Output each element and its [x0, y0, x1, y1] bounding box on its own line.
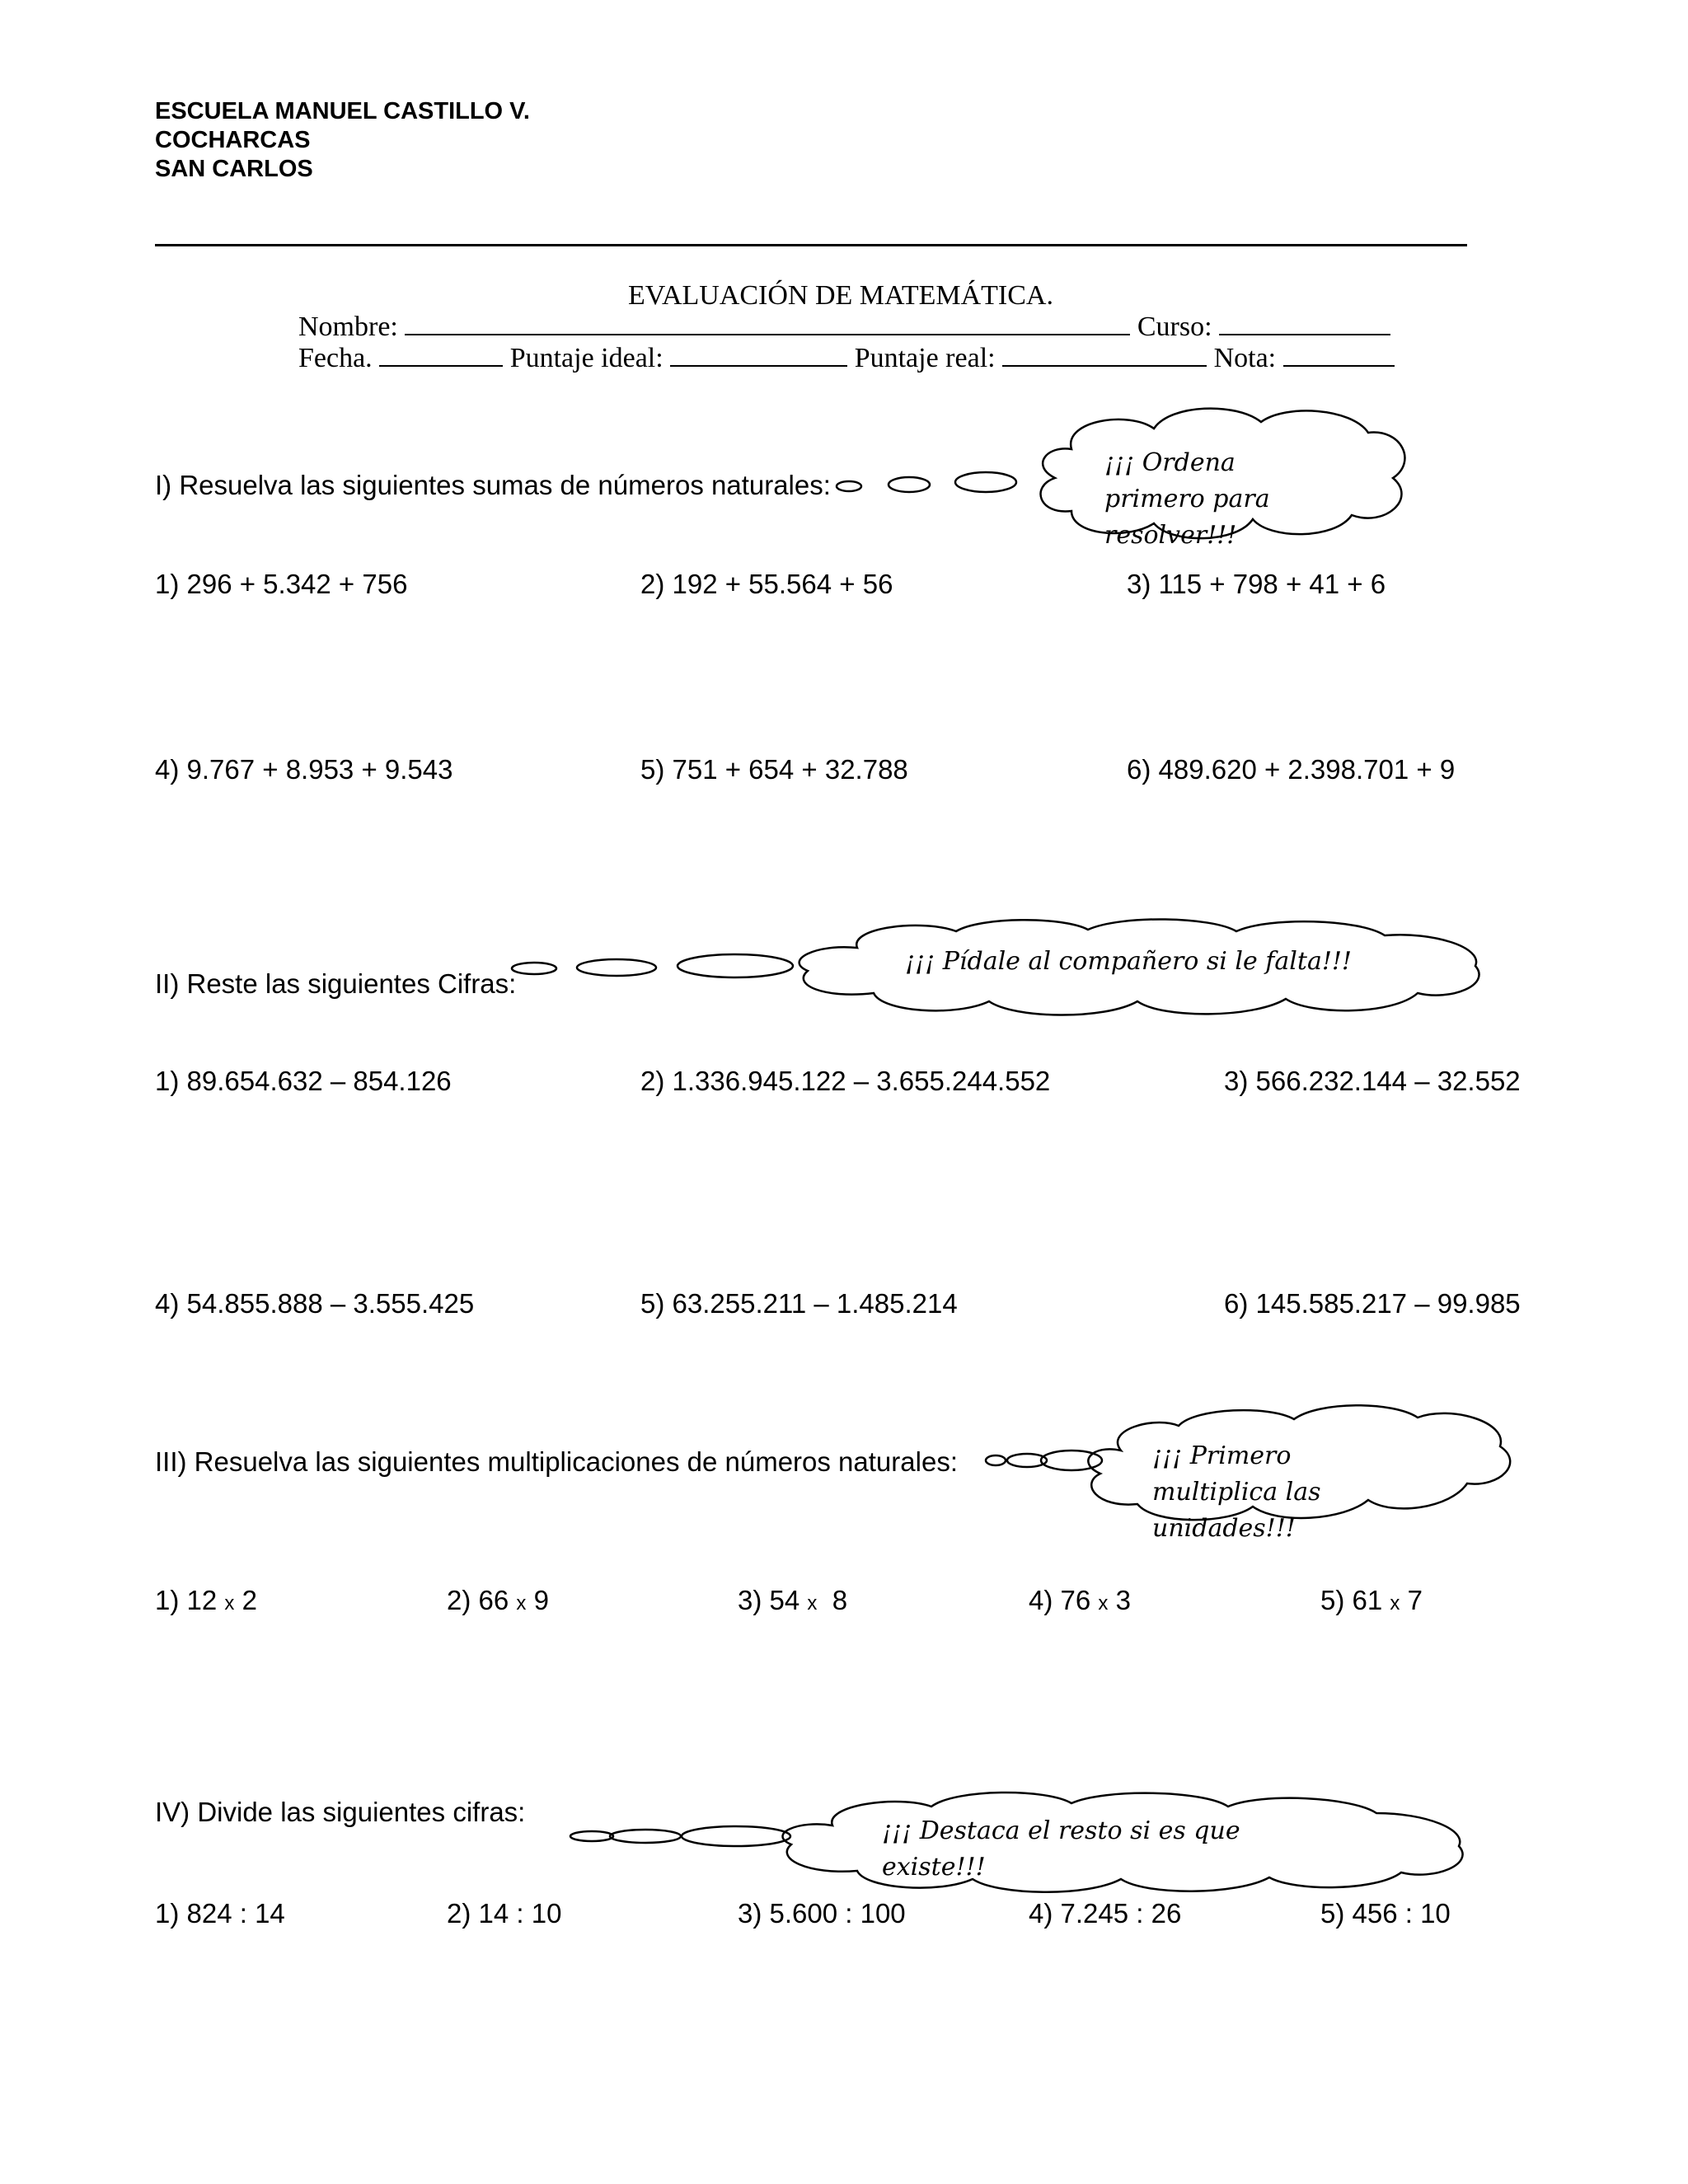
section-3-heading: III) Resuelva las siguientes multiplicaciones de números naturales: — [155, 1446, 958, 1477]
sub-item-5: 5) 63.255.211 – 1.485.214 — [640, 1288, 958, 1319]
bubble-3-text: ¡¡¡ Primero multiplica las unidades!!! — [1152, 1441, 1321, 1543]
sum-item-6: 6) 489.620 + 2.398.701 + 9 — [1127, 754, 1456, 785]
page-title: EVALUACIÓN DE MATEMÁTICA. — [628, 280, 1053, 311]
mult-item-3: 3) 54 x 8 — [738, 1585, 848, 1615]
nota-label: Nota: — [1213, 343, 1277, 373]
school-city: SAN CARLOS — [155, 156, 313, 182]
mult-item-2: 2) 66 x 9 — [447, 1585, 549, 1615]
div-item-3: 3) 5.600 : 100 — [738, 1898, 906, 1929]
div-item-2: 2) 14 : 10 — [447, 1898, 562, 1929]
mult-item-1: 1) 12 x 2 — [155, 1585, 257, 1615]
school-locality: COCHARCAS — [155, 127, 311, 153]
fecha-label: Fecha. — [298, 343, 373, 373]
bubble-4-text: ¡¡¡ Destaca el resto si es que existe!!! — [882, 1816, 1240, 1882]
puntaje-real-label: Puntaje real: — [854, 343, 996, 373]
section-2-heading: II) Reste las siguientes Cifras: — [155, 968, 517, 999]
bubble-1-text: ¡¡¡ Ordena primero para resolver!!! — [1104, 448, 1270, 550]
curso-label: Curso: — [1137, 312, 1212, 342]
div-item-5: 5) 456 : 10 — [1320, 1898, 1451, 1929]
sub-item-4: 4) 54.855.888 – 3.555.425 — [155, 1288, 475, 1319]
sub-item-6: 6) 145.585.217 – 99.985 — [1224, 1288, 1521, 1319]
sub-item-1: 1) 89.654.632 – 854.126 — [155, 1066, 452, 1096]
bubble-2-text: ¡¡¡ Pídale al compañero si le falta!!! — [905, 947, 1352, 976]
sub-item-2: 2) 1.336.945.122 – 3.655.244.552 — [640, 1066, 1051, 1096]
nombre-label: Nombre: — [298, 312, 398, 342]
puntaje-ideal-label: Puntaje ideal: — [509, 343, 663, 373]
school-name: ESCUELA MANUEL CASTILLO V. — [155, 98, 530, 124]
div-item-1: 1) 824 : 14 — [155, 1898, 285, 1929]
section-4-heading: IV) Divide las siguientes cifras: — [155, 1797, 526, 1827]
mult-item-4: 4) 76 x 3 — [1029, 1585, 1131, 1615]
sum-item-4: 4) 9.767 + 8.953 + 9.543 — [155, 754, 453, 785]
div-item-4: 4) 7.245 : 26 — [1029, 1898, 1182, 1929]
sum-item-5: 5) 751 + 654 + 32.788 — [640, 754, 908, 785]
sum-item-2: 2) 192 + 55.564 + 56 — [640, 569, 893, 599]
mult-item-5: 5) 61 x 7 — [1320, 1585, 1423, 1615]
sub-item-3: 3) 566.232.144 – 32.552 — [1224, 1066, 1521, 1096]
sum-item-1: 1) 296 + 5.342 + 756 — [155, 569, 408, 599]
section-1-heading: I) Resuelva las siguientes sumas de números naturales: — [155, 470, 831, 500]
sum-item-3: 3) 115 + 798 + 41 + 6 — [1127, 569, 1386, 599]
